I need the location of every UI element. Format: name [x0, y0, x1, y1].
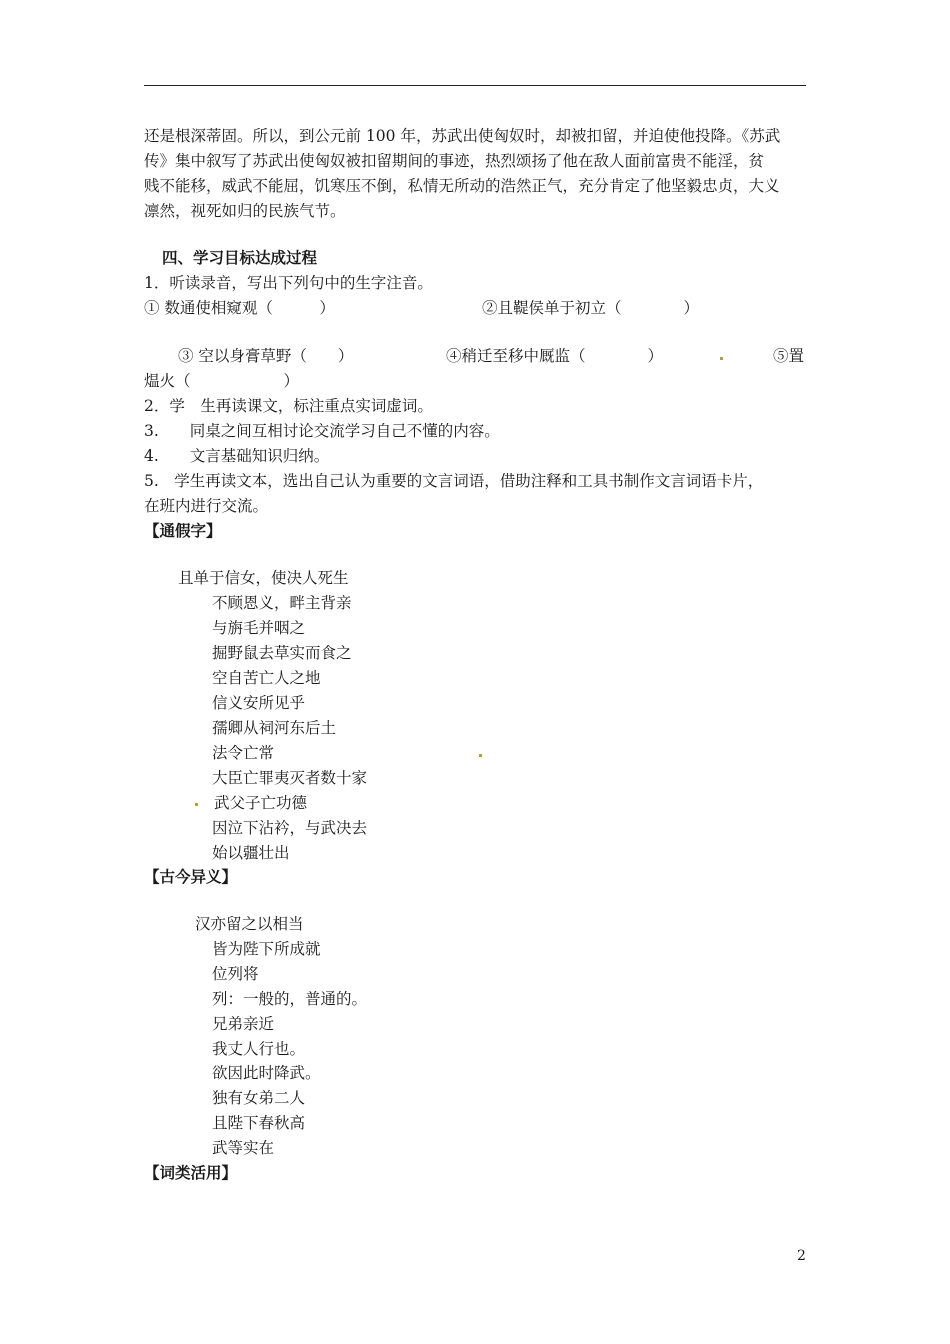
- question-2: ②且鞮侯单于初立（ ）: [482, 299, 700, 317]
- gujin-item: 位列将: [212, 965, 259, 983]
- question-4: ④稍迁至移中厩监（ ）: [446, 347, 664, 365]
- gujin-item: 武等实在: [212, 1139, 275, 1157]
- step-5-cont: 在班内进行交流。: [144, 497, 269, 515]
- tongjia-item: 因泣下沾衿，与武决去: [212, 819, 368, 837]
- question-5: ⑤置: [773, 347, 805, 365]
- step-1: 1．听读录音，写出下列句中的生字注音。: [144, 274, 433, 292]
- intro-line: 贱不能移，威武不能屈，饥寒压不倒，私情无所动的浩然正气，充分肯定了他坚毅忠贞，大义: [144, 177, 780, 195]
- step-3: 3. 同桌之间互相讨论交流学习自己不懂的内容。: [144, 422, 500, 440]
- marker-dot: [479, 754, 482, 757]
- tongjia-item: 大臣亡罪夷灭者数十家: [212, 769, 368, 787]
- question-1: ① 数通使相窥观（ ）: [144, 299, 335, 317]
- heading-gujinyiyi: 【古今异义】: [144, 868, 238, 886]
- header-rule: [144, 85, 806, 86]
- intro-line: 还是根深蒂固。所以，到公元前 100 年，苏武出使匈奴时，却被扣留，并迫使他投降。《苏武: [144, 127, 781, 145]
- tongjia-item: 法令亡常: [212, 744, 275, 762]
- question-3: ③ 空以身膏草野（ ）: [178, 347, 354, 365]
- tongjia-item: 空自苦亡人之地: [212, 669, 321, 687]
- intro-line: 传》集中叙写了苏武出使匈奴被扣留期间的事迹，热烈颂扬了他在敌人面前富贵不能淫，贫: [144, 152, 765, 170]
- gujin-item: 欲因此时降武。: [212, 1064, 321, 1082]
- gujin-item: 兄弟亲近: [212, 1015, 275, 1033]
- tongjia-item: 与旃毛并咽之: [212, 619, 306, 637]
- intro-line: 凛然，视死如归的民族气节。: [144, 202, 346, 220]
- heading-cileihuoyong: 【词类活用】: [144, 1164, 238, 1182]
- tongjia-item: 武父子亡功德: [214, 794, 308, 812]
- marker-dot: [195, 803, 198, 806]
- gujin-item: 汉亦留之以相当: [195, 915, 304, 933]
- gujin-item: 我丈人行也。: [212, 1040, 306, 1058]
- tongjia-item: 信义安所见乎: [212, 694, 306, 712]
- page-number: 2: [797, 1248, 806, 1264]
- marker-dot: [720, 357, 723, 360]
- step-4: 4. 文言基础知识归纳。: [144, 447, 330, 465]
- tongjia-item: 孺卿从祠河东后土: [212, 719, 337, 737]
- step-5: 5. 学生再读文本，选出自己认为重要的文言词语，借助注释和工具书制作文言词语卡片，: [144, 472, 764, 490]
- gujin-item: 皆为陛下所成就: [212, 940, 321, 958]
- tongjia-item: 且单于信女，使决人死生: [178, 569, 349, 587]
- question-5-cont: 煴火（ ）: [144, 372, 300, 390]
- tongjia-item: 始以疆壮出: [212, 844, 290, 862]
- section-heading: 四、学习目标达成过程: [162, 249, 318, 267]
- tongjia-item: 不顾恩义，畔主背亲: [212, 594, 352, 612]
- step-2: 2．学 生再读课文，标注重点实词虚词。: [144, 397, 433, 415]
- gujin-item: 列：一般的，普通的。: [212, 990, 368, 1008]
- gujin-item: 独有女弟二人: [212, 1089, 306, 1107]
- gujin-item: 且陛下春秋高: [212, 1114, 306, 1132]
- heading-tongjiazi: 【通假字】: [144, 522, 222, 540]
- tongjia-item: 掘野鼠去草实而食之: [212, 644, 352, 662]
